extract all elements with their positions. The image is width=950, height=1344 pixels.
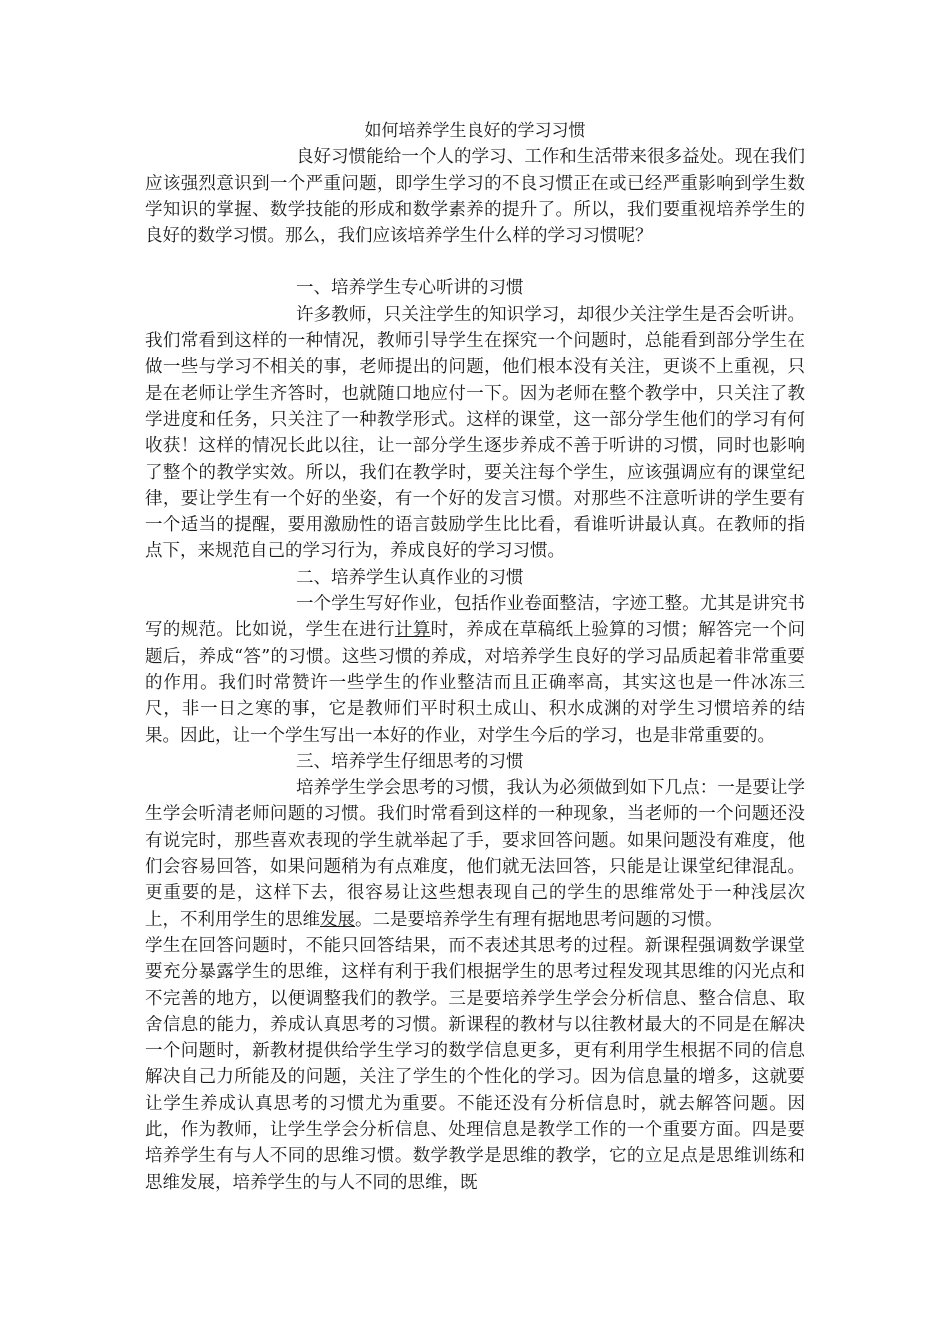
development-link[interactable]: 发展 xyxy=(320,909,355,930)
intro-paragraph: 良好习惯能给一个人的学习、工作和生活带来很多益处。现在我们应该强烈意识到一个严重问题，即学生学习的不良习惯正在或已经严重影响到学生数学知识的掌握、数学技能的形成和数学素养的提升了。所以，我们要重视培养学生的良好的数学习惯。那么，我们应该培养学生什么样的学习习惯呢？ xyxy=(145,147,805,247)
calculation-link[interactable]: 计算 xyxy=(394,620,431,641)
section-3-text-after: 。二是要培养学生有理有据地思考问题的习惯。 xyxy=(355,909,723,930)
section-2-paragraph xyxy=(145,591,805,749)
blank-line xyxy=(145,249,805,275)
section-2-text-before: 一个学生写好作业，包括作业卷面整洁，字迹工整。尤其是讲究书写的规范。比如说，学生在进行 xyxy=(145,594,805,641)
document-page xyxy=(145,118,805,1196)
section-2-text-after: 时，养成在草稿纸上验算的习惯；解答完一个问题后，养成“答”的习惯。这些习惯的养成，对培养学生良好的学习品质起着非常重要的作用。我们时常赞许一些学生的作业整洁而且正确率高，其实这也是一件冰冻三尺，非一日之寒的事，它是教师们平时积土成山、积水成渊的对学生习惯培养的结果。因此，让一个学生写出一本好的作业，对学生今后的学习，也是非常重要的。 xyxy=(145,620,806,746)
section-3-text-before: 培养学生学会思考的习惯，我认为必须做到如下几点：一是要让学生学会听清老师问题的习惯。我们时常看到这样的一种现象，当老师的一个问题还没有说完时，那些喜欢表现的学生就举起了手，要求回答问题。如果问题没有难度，他们会容易回答，如果问题稍为有点难度，他们就无法回答，只能是让课堂纪律混乱。更重要的是，这样下去，很容易让这些想表现自己的学生的思维常处于一种浅层次上，不利用学生的思维 xyxy=(145,778,805,930)
section-3-paragraph xyxy=(145,775,805,933)
section-1-paragraph: 许多教师，只关注学生的知识学习，却很少关注学生是否会听讲。我们常看到这样的一种情况，教师引导学生在探究一个问题时，总能看到部分学生在做一些与学习不相关的事，老师提出的问题，他们根本没有关注，更谈不上重视，只是在老师让学生齐答时，也就随口地应付一下。因为老师在整个教学中，只关注了教学进度和任务，只关注了一种教学形式。这样的课堂，这一部分学生他们的学习有何收获！这样的情况长此以往，让一部分学生逐步养成不善于听讲的习惯，同时也影响了整个的教学实效。所以，我们在教学时，要关注每个学生，应该强调应有的课堂纪律，要让学生有一个好的坐姿，有一个好的发言习惯。对那些不注意听讲的学生要有一个适当的提醒，要用激励性的语言鼓励学生比比看，看谁听讲最认真。在教师的指点下，来规范自己的学习行为，养成良好的学习习惯。 xyxy=(145,304,805,562)
section-3-heading: 三、培养学生仔细思考的习惯 xyxy=(296,751,524,772)
section-2-heading: 二、培养学生认真作业的习惯 xyxy=(296,567,524,588)
section-1-heading: 一、培养学生专心听讲的习惯 xyxy=(296,278,524,299)
section-3-continuation: 学生在回答问题时，不能只回答结果，而不表述其思考的过程。新课程强调数学课堂要充分暴露学生的思维，这样有利于我们根据学生的思考过程发现其思维的闪光点和不完善的地方，以便调整我们的教学。三是要培养学生学会分析信息、整合信息、取舍信息的能力，养成认真思考的习惯。新课程的教材与以往教材最大的不同是在解决一个问题时，新教材提供给学生学习的数学信息更多，更有利用学生根据不同的信息解决自己力所能及的问题，关注了学生的个性化的学习。因为信息量的增多，这就要让学生养成认真思考的习惯尤为重要。不能还没有分析信息时，就去解答问题。因此，作为教师，让学生学会分析信息、处理信息是教学工作的一个重要方面。四是要培养学生有与人不同的思维习惯。数学教学是思维的教学，它的立足点是思维训练和思维发展，培养学生的与人不同的思维，既 xyxy=(145,935,805,1193)
document-title: 如何培养学生良好的学习习惯 xyxy=(364,121,586,141)
